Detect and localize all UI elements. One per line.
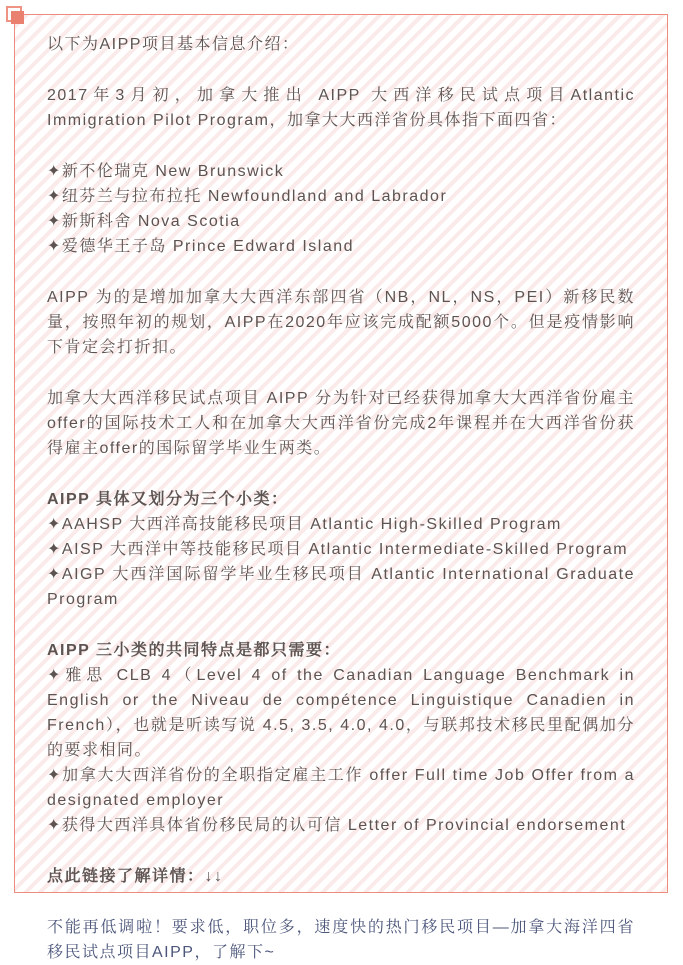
list-item-province: ✦新斯科舍 Nova Scotia	[47, 213, 241, 230]
link-prompt: 点此链接了解详情：↓↓	[47, 868, 224, 885]
subtypes-heading: AIPP 具体又划分为三个小类：	[47, 491, 289, 508]
corner-accent-filled-square	[11, 11, 24, 24]
list-item-requirement: ✦加拿大大西洋省份的全职指定雇主工作 offer Full time Job Offer from a designated employer	[47, 767, 635, 809]
article-card	[14, 14, 668, 961]
subtypes-section	[47, 487, 635, 612]
list-item-subtype: ✦AIGP 大西洋国际留学毕业生移民项目 Atlantic International Graduate Program	[47, 566, 635, 608]
requirements-section	[47, 638, 635, 838]
list-item-requirement: ✦雅思 CLB 4（Level 4 of the Canadian Language Benchmark in English or the Niveau de compétence Linguistique Canadien in French），也就是听读写说 4.5, 3.5, 4.0, 4.0，与联邦技术移民里配偶加分的要求相同。	[47, 667, 635, 759]
list-item-subtype: ✦AISP 大西洋中等技能移民项目 Atlantic Intermediate-Skilled Program	[47, 541, 629, 558]
list-item-province: ✦爱德华王子岛 Prince Edward Island	[47, 238, 355, 255]
list-item-province: ✦纽芬兰与拉布拉托 Newfoundland and Labrador	[47, 188, 448, 205]
paragraph-quota: AIPP 为的是增加加拿大大西洋东部四省（NB，NL，NS，PEI）新移民数量，按照年初的规划，AIPP在2020年应该完成配额5000个。但是疫情影响下肯定会打折扣。	[47, 289, 635, 356]
requirements-heading: AIPP 三小类的共同特点是都只需要：	[47, 642, 342, 659]
list-item-subtype: ✦AAHSP 大西洋高技能移民项目 Atlantic High-Skilled Program	[47, 516, 562, 533]
province-list	[47, 159, 635, 259]
list-item-requirement: ✦获得大西洋具体省份移民局的认可信 Letter of Provincial endorsement	[47, 817, 627, 834]
paragraph-launch: 2017年3月初，加拿大推出 AIPP 大西洋移民试点项目Atlantic Immigration Pilot Program，加拿大大西洋省份具体指下面四省：	[47, 87, 635, 129]
list-item-province: ✦新不伦瑞克 New Brunswick	[47, 163, 285, 180]
intro-line: 以下为AIPP项目基本信息介绍：	[47, 36, 300, 53]
article-link[interactable]: 不能再低调啦！要求低，职位多，速度快的热门移民项目—加拿大海洋四省移民试点项目AIPP，了解下~	[47, 919, 635, 961]
paragraph-two-streams: 加拿大大西洋移民试点项目 AIPP 分为针对已经获得加拿大大西洋省份雇主offer的国际技术工人和在加拿大大西洋省份完成2年课程并在大西洋省份获得雇主offer的国际留学毕业生两类。	[47, 390, 635, 457]
